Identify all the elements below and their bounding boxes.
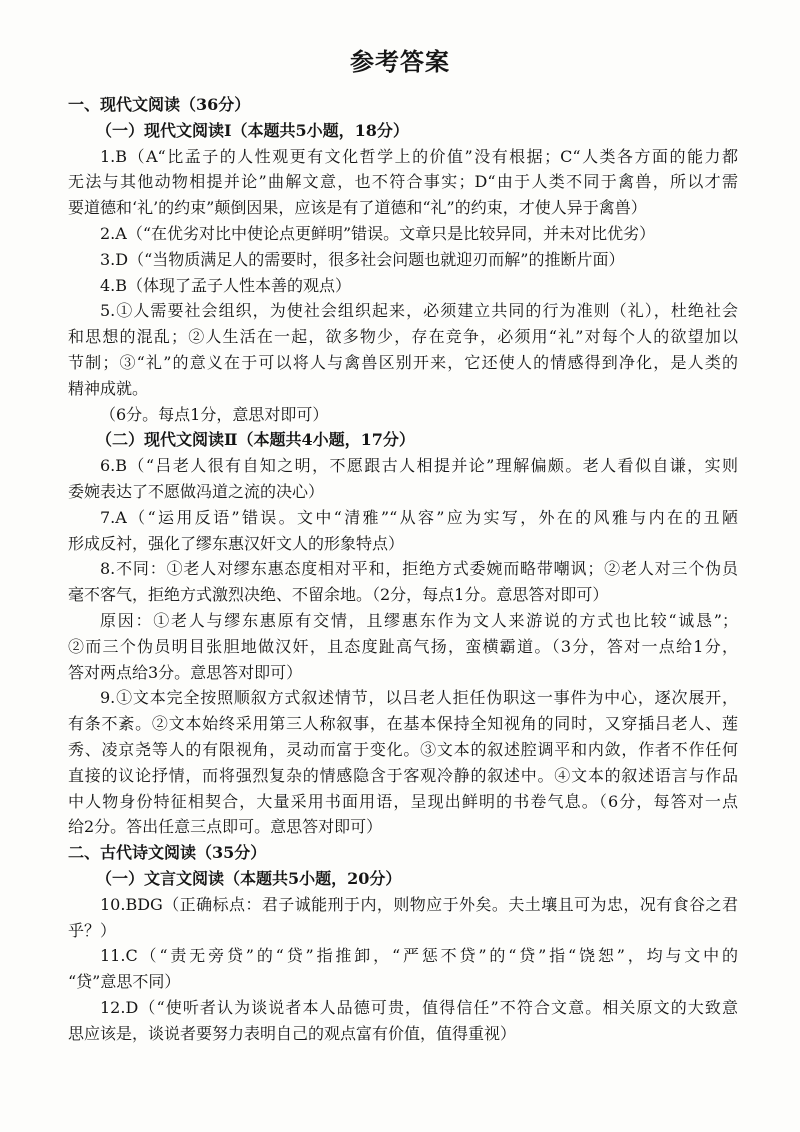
answer-line: 1.B（A“比孟子的人性观更有文化哲学上的价值”没有根据；C“人类各方面的能力都 [100,146,738,166]
answer-10 [68,892,738,944]
answer-line: 思应该是，谈说者要努力表明自己的观点富有价值，值得重视） [68,1023,517,1043]
answer-12 [68,995,738,1047]
answer-line: 9.①文本完全按照顺叙方式叙述情节，以吕老人拒任伪职这一事件为中心，逐次展开， [100,688,738,708]
answer-8 [68,556,738,608]
answer-line: 10.BDG（正确标点：君子诚能刑于内，则物应于外矣。夫土壤且可为忠，况有食谷之君 [100,894,738,914]
answer-line: 5.①人需要社会组织，为使社会组织起来，必须建立共同的行为准则（礼），杜绝社会 [100,301,738,321]
section-2 [68,840,738,1046]
answer-1 [68,144,738,221]
section-heading: 一、现代文阅读（36分） [68,95,251,114]
answer-line: 和思想的混乱；②人生活在一起，欲多物少，存在竞争，必须用“礼”对每个人的欲望加以 [68,327,738,347]
subsection-2-1 [68,866,738,1047]
answer-line: 给2分。答出任意三点即可。意思答对即可） [68,817,383,837]
answer-line: 3.D（“当物质满足人的需要时，很多社会问题也就迎刃而解”的推断片面） [100,249,625,269]
answer-line: ②而三个伪员明目张胆地做汉奸，且态度趾高气扬，蛮横霸道。（3分，答对一点给1分， [68,636,738,656]
answer-8-reason [68,608,738,685]
answer-7 [68,505,738,557]
answer-line: 8.不同：①老人对缪东惠态度相对平和，拒绝方式委婉而略带嘲讽；②老人对三个伪员 [100,559,738,579]
answer-line: 毫不客气，拒绝方式激烈决绝、不留余地。（2分，每点1分。意思答对即可） [68,585,609,605]
subsection-1-1 [68,118,738,428]
answer-line: 12.D（“使听者认为谈说者本人品德可贵，值得信任”不符合文意。相关原文的大致意 [100,997,738,1017]
answer-line: 形成反衬，强化了缪东惠汉奸文人的形象特点） [68,533,405,553]
answer-line: 秀、凌京尧等人的有限视角，灵动而富于变化。③文本的叙述腔调平和内敛，作者不作任何 [68,739,738,759]
answer-line: 有条不紊。②文本始终采用第三人称叙事，在基本保持全知视角的同时，又穿插吕老人、莲 [68,714,738,734]
section-heading: 二、古代诗文阅读（35分） [68,843,267,863]
answer-line: “贷”意思不同） [68,972,181,992]
answer-line: 中人物身份特征相契合，大量采用书面用语，呈现出鲜明的书卷气息。（6分，每答对一点 [68,791,738,811]
answer-line: 11.C（“责无旁贷”的“贷”指推卸，“严惩不贷”的“贷”指“饶恕”，均与文中的 [100,946,738,966]
answer-11 [68,943,738,995]
subsection-1-2 [68,427,738,840]
answer-line: 答对两点给3分。意思答对即可） [68,662,303,682]
answer-line: 委婉表达了不愿做冯道之流的决心） [68,481,325,501]
answer-6 [68,453,738,505]
page-title: 参考答案 [350,47,450,76]
answer-line: 节制；③“礼”的意义在于可以将人与禽兽区别开来，它还使人的情感得到净化，是人类的 [68,352,738,372]
section-1 [68,92,738,840]
answer-key-body [68,92,738,1046]
subsection-heading: （一）现代文阅读Ⅰ（本题共5小题，18分） [96,120,409,140]
answer-line: 精神成就。 [68,378,149,398]
answer-line: 2.A（“在优劣对比中使论点更鲜明”错误。文章只是比较异同，并未对比优劣） [100,223,656,243]
subsection-heading: （一）文言文阅读（本题共5小题，20分） [96,868,402,888]
answer-line: 6.B（“吕老人很有自知之明，不愿跟古人相提并论”理解偏颇。老人看似自谦，实则 [100,456,738,476]
answer-line: 直接的议论抒情，而将强烈复杂的情感隐含于客观冷静的叙述中。④文本的叙述语言与作品 [68,765,738,785]
answer-3 [68,247,738,273]
answer-line: 7.A（“运用反语”错误。文中“清雅”“从容”应为实写，外在的风雅与内在的丑陋 [100,507,738,527]
subsection-heading: （二）现代文阅读Ⅱ（本题共4小题，17分） [96,430,415,450]
answer-line: 原因：①老人与缪东惠原有交情，且缪惠东作为文人来游说的方式也比较“诚恳”； [100,610,738,630]
answer-line: 要道德和‘礼’的约束”颠倒因果，应该是有了道德和“礼”的约束，才使人异于禽兽） [68,198,647,218]
answer-2 [68,221,738,247]
answer-line: （6分。每点1分，意思对即可） [100,404,329,424]
answer-4 [68,273,738,299]
answer-line: 乎？） [68,920,117,940]
answer-line: 无法与其他动物相提并论”曲解文意，也不符合事实；D“由于人类不同于禽兽，所以才需 [68,172,738,192]
answer-9 [68,685,738,840]
answer-5-scoring-note [68,402,738,428]
answer-line: 4.B（体现了孟子人性本善的观点） [100,275,352,295]
answer-5 [68,298,738,401]
